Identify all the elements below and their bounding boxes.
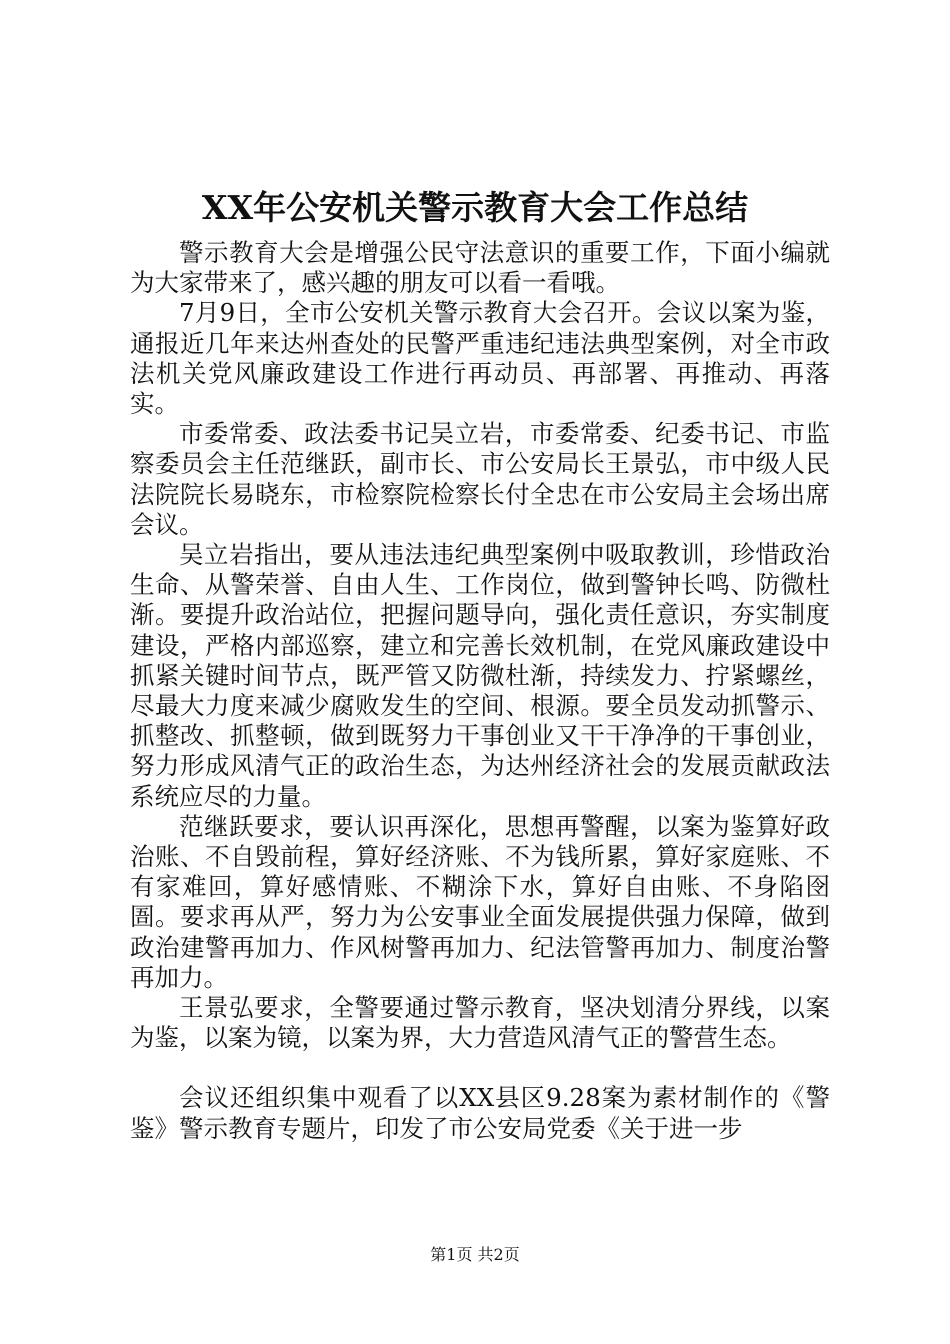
paragraph-attendees: 市委常委、政法委书记吴立岩，市委常委、纪委书记、市监察委员会主任范继跃，副市长、市公安局长王景弘，市中级人民法院院长易晓东，市检察院检察长付全忠在市公安局主会场出席会议。 — [130, 419, 830, 539]
paragraph-wu-liyan: 吴立岩指出，要从违法违纪典型案例中吸取教训，珍惜政治生命、从警荣誉、自由人生、工作岗位，做到警钟长鸣、防微杜渐。要提升政治站位，把握问题导向，强化责任意识，夯实制度建设，严格内部巡察，建立和完善长效机制，在党风廉政建设中抓紧关键时间节点，既严管又防微杜渐，持续发力、拧紧螺丝，尽最大力度来减少腐败发生的空间、根源。要全员发动抓警示、抓整改、抓整顿，做到既努力干事创业又干干净净的干事创业，努力形成风清气正的政治生态，为达州经济社会的发展贡献政法系统应尽的力量。 — [130, 540, 830, 811]
paragraph-intro: 警示教育大会是增强公民守法意识的重要工作，下面小编就为大家带来了，感兴趣的朋友可以看一看哦。 — [130, 238, 830, 298]
paragraph-fan-jiyue: 范继跃要求，要认识再深化，思想再警醒，以案为鉴算好政治账、不自毁前程，算好经济账、不为钱所累，算好家庭账、不有家难回，算好感情账、不糊涂下水，算好自由账、不身陷囹圄。要求再从严，努力为公安事业全面发展提供强力保障，做到政治建警再加力、作风树警再加力、纪法管警再加力、制度治警再加力。 — [130, 811, 830, 992]
document-body — [130, 238, 830, 1144]
page-footer: 第1页 共2页 — [430, 1245, 520, 1264]
paragraph-wang-jinghong: 王景弘要求，全警要通过警示教育，坚决划清分界线，以案为鉴，以案为镜，以案为界，大力营造风清气正的警营生态。 — [130, 993, 830, 1053]
paragraph-film: 会议还组织集中观看了以XX县区9.28案为素材制作的《警鉴》警示教育专题片，印发了市公安局党委《关于进一步 — [130, 1083, 830, 1143]
paragraph-meeting: 7月9日，全市公安机关警示教育大会召开。会议以案为鉴，通报近几年来达州查处的民警严重违纪违法典型案例，对全市政法机关党风廉政建设工作进行再动员、再部署、再推动、再落实。 — [130, 298, 830, 419]
document-title: XX年公安机关警示教育大会工作总结 — [201, 188, 749, 227]
